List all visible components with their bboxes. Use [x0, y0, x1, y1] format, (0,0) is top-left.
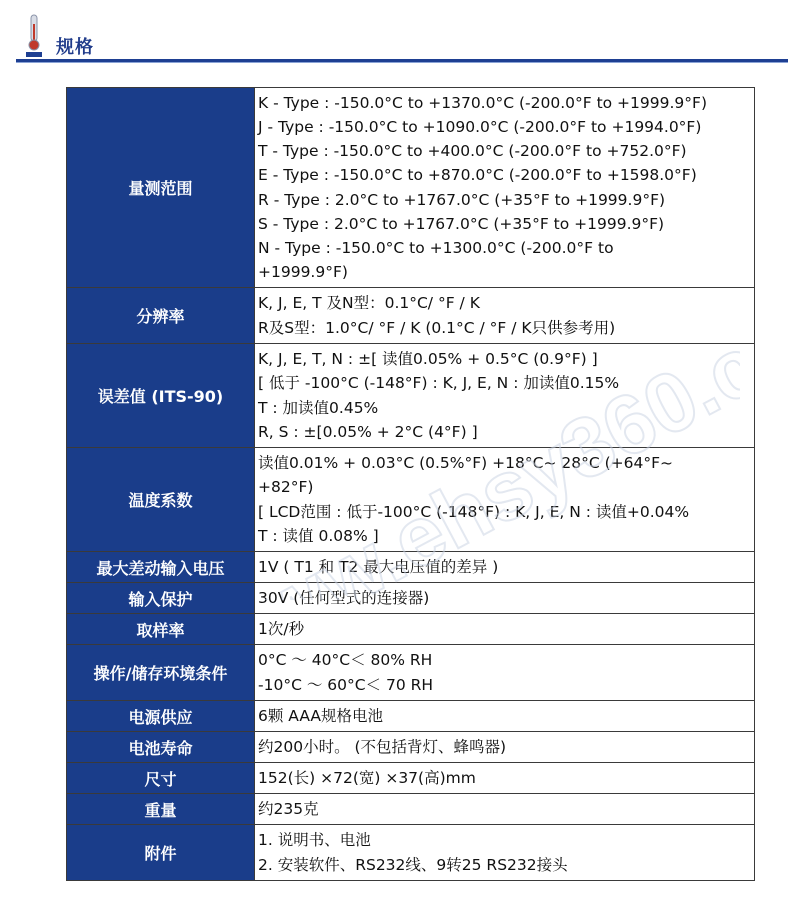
- spec-line: +1999.9°F): [258, 263, 348, 282]
- spec-value: [255, 448, 755, 552]
- spec-line: K, J, E, T 及N型：0.1°C/ °F / K: [258, 294, 480, 313]
- spec-line: 6颗 AAA规格电池: [258, 706, 383, 725]
- spec-line: N - Type : -150.0°C to +1300.0°C (-200.0°F to: [258, 238, 614, 257]
- spec-row-dimensions: [67, 763, 755, 794]
- spec-line: [ 低于 -100°C (-148°F) : K, J, E, N : 加读值0.15%: [258, 374, 620, 393]
- spec-line: R - Type : 2.0°C to +1767.0°C (+35°F to +1999.9°F): [258, 190, 666, 209]
- spec-label: 尺寸: [67, 763, 255, 794]
- spec-line: 1V ( T1 和 T2 最大电压值的差异 ): [258, 557, 499, 576]
- spec-line: J - Type : -150.0°C to +1090.0°C (-200.0°F to +1994.0°F): [258, 117, 702, 136]
- spec-value: [255, 701, 755, 732]
- spec-value: [255, 825, 755, 881]
- spec-row-power-supply: [67, 701, 755, 732]
- spec-line: R及S型：1.0°C/ °F / K (0.1°C / °F / K只供参考用): [258, 318, 616, 337]
- spec-row-measure-range: [67, 88, 755, 288]
- spec-label: 分辨率: [67, 288, 255, 344]
- page-title: 规格: [56, 37, 94, 58]
- spec-label: 附件: [67, 825, 255, 881]
- spec-row-temp-coefficient: [67, 448, 755, 552]
- spec-line: 读值0.01% + 0.03°C (0.5%°F) +18°C~ 28°C (+64°F~: [258, 454, 673, 473]
- spec-line: 152(长) ×72(宽) ×37(高)mm: [258, 768, 476, 787]
- spec-value: [255, 614, 755, 645]
- spec-table: [66, 87, 755, 881]
- spec-label: 电源供应: [67, 701, 255, 732]
- thermometer-icon: [22, 14, 46, 58]
- header-rule-thin: [16, 62, 788, 63]
- spec-line: S - Type : 2.0°C to +1767.0°C (+35°F to +1999.9°F): [258, 214, 665, 233]
- spec-line: T - Type : -150.0°C to +400.0°C (-200.0°F to +752.0°F): [258, 142, 687, 161]
- spec-value: [255, 344, 755, 448]
- spec-label: 最大差动输入电压: [67, 552, 255, 583]
- spec-value: [255, 552, 755, 583]
- spec-line: T : 读值 0.08% ]: [258, 526, 379, 545]
- spec-row-max-diff-voltage: [67, 552, 755, 583]
- spec-value: [255, 583, 755, 614]
- spec-label: 重量: [67, 794, 255, 825]
- spec-row-accuracy: [67, 344, 755, 448]
- section-header: [0, 0, 800, 70]
- spec-label: 温度系数: [67, 448, 255, 552]
- spec-row-resolution: [67, 288, 755, 344]
- spec-line: 约235克: [258, 799, 319, 818]
- spec-label: 操作/储存环境条件: [67, 645, 255, 701]
- spec-row-accessories: [67, 825, 755, 881]
- spec-line: 0°C ～ 40°C＜ 80% RH: [258, 651, 433, 670]
- spec-line: K - Type : -150.0°C to +1370.0°C (-200.0°F to +1999.9°F): [258, 93, 707, 112]
- spec-value: [255, 645, 755, 701]
- spec-line: [ LCD范围 : 低于-100°C (-148°F) : K, J, E, N : 读值+0.04%: [258, 502, 690, 521]
- spec-row-battery-life: [67, 732, 755, 763]
- spec-line: T : 加读值0.45%: [258, 398, 379, 417]
- spec-row-input-protection: [67, 583, 755, 614]
- spec-label: 电池寿命: [67, 732, 255, 763]
- spec-row-environment: [67, 645, 755, 701]
- spec-line: 30V (任何型式的连接器): [258, 588, 430, 607]
- spec-value: [255, 288, 755, 344]
- spec-value: [255, 88, 755, 288]
- spec-value: [255, 794, 755, 825]
- spec-value: [255, 732, 755, 763]
- spec-label: 量测范围: [67, 88, 255, 288]
- spec-line: 约200小时。 (不包括背灯、蜂鸣器): [258, 737, 507, 756]
- spec-line: K, J, E, T, N : ±[ 读值0.05% + 0.5°C (0.9°F) ]: [258, 350, 598, 369]
- spec-label: 输入保护: [67, 583, 255, 614]
- spec-line: R, S : ±[0.05% + 2°C (4°F) ]: [258, 422, 478, 441]
- spec-label: 取样率: [67, 614, 255, 645]
- spec-line: 1. 说明书、电池: [258, 831, 371, 850]
- spec-value: [255, 763, 755, 794]
- spec-line: +82°F): [258, 478, 314, 497]
- spec-row-sample-rate: [67, 614, 755, 645]
- spec-label: 误差值 (ITS-90): [67, 344, 255, 448]
- spec-line: E - Type : -150.0°C to +870.0°C (-200.0°F to +1598.0°F): [258, 166, 697, 185]
- spec-line: 1次/秒: [258, 619, 305, 638]
- spec-row-weight: [67, 794, 755, 825]
- spec-line: 2. 安装软件、RS232线、9转25 RS232接头: [258, 855, 568, 874]
- spec-line: -10°C ～ 60°C＜ 70 RH: [258, 675, 434, 694]
